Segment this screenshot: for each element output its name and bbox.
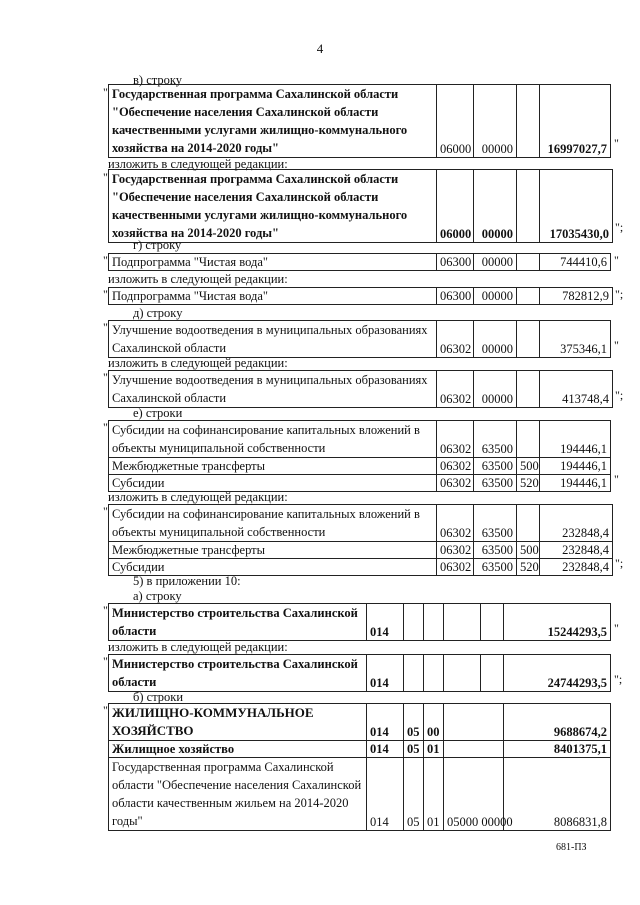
quote-close: "; xyxy=(614,672,623,686)
amount: 194446,1 xyxy=(540,421,611,458)
table-subprogram-new xyxy=(108,287,613,305)
label-g-row: г) строку xyxy=(133,238,182,252)
amount: 375346,1 xyxy=(540,321,611,358)
quote-open: " xyxy=(103,253,108,267)
footer-code: 681-ПЗ xyxy=(556,842,587,853)
table-row xyxy=(109,254,611,271)
label-v-row: в) строку xyxy=(133,73,182,87)
subsection-code: 00 xyxy=(424,704,444,741)
row-name: Субсидии на софинансирование капитальных вложений в объекты муниципальной собственности xyxy=(109,421,437,458)
code-3 xyxy=(517,371,540,408)
code-3 xyxy=(517,321,540,358)
amount: 413748,4 xyxy=(540,371,613,408)
table-program-old xyxy=(108,84,611,158)
row-name: Субсидии xyxy=(109,559,437,576)
subsection-code: 01 xyxy=(424,741,444,758)
code-1: 06302 xyxy=(437,458,474,475)
code-3 xyxy=(517,421,540,458)
amount: 194446,1 xyxy=(540,458,611,475)
quote-close: " xyxy=(614,472,619,486)
ministry-code: 014 xyxy=(367,741,404,758)
code-2: 00000 xyxy=(474,288,517,305)
target-code: 05000 00000 xyxy=(444,758,504,831)
table-subsidies-old xyxy=(108,420,611,492)
table-program-new xyxy=(108,169,613,243)
label-appendix-10: 5) в приложении 10: xyxy=(133,574,241,588)
subsection-code: 01 xyxy=(424,758,444,831)
row-name: Министерство строительства Сахалинской области xyxy=(109,604,367,641)
target-code xyxy=(444,741,504,758)
code-1: 06302 xyxy=(437,421,474,458)
table-row xyxy=(109,371,613,408)
row-name: Улучшение водоотведения в муниципальных образованиях Сахалинской области xyxy=(109,371,437,408)
row-name: ЖИЛИЩНО-КОММУНАЛЬНОЕ ХОЗЯЙСТВО xyxy=(109,704,367,741)
code-2: 63500 xyxy=(474,458,517,475)
table-row xyxy=(109,321,611,358)
code-1: 06000 xyxy=(437,85,474,158)
quote-open: " xyxy=(103,320,108,334)
code-3 xyxy=(517,254,540,271)
label-b-rows: б) строки xyxy=(133,690,184,704)
code-2: 00000 xyxy=(474,321,517,358)
row-name: Улучшение водоотведения в муниципальных образованиях Сахалинской области xyxy=(109,321,437,358)
table-row xyxy=(109,85,611,158)
code-1: 06302 xyxy=(437,321,474,358)
table-ministry-new xyxy=(108,654,611,692)
quote-open: " xyxy=(103,170,108,184)
table-row xyxy=(109,421,611,458)
quote-close: "; xyxy=(615,388,624,402)
quote-open: " xyxy=(103,603,108,617)
table-row xyxy=(109,604,611,641)
ministry-code: 014 xyxy=(367,655,404,692)
label-replace: изложить в следующей редакции: xyxy=(108,640,288,654)
quote-open: " xyxy=(103,85,108,99)
code-2: 63500 xyxy=(474,421,517,458)
quote-open: " xyxy=(103,504,108,518)
section-code: 05 xyxy=(404,704,424,741)
code-2: 00000 xyxy=(474,371,517,408)
code-1: 06302 xyxy=(437,475,474,492)
row-name: Государственная программа Сахалинской области "Обеспечение населения Сахалинской области качественными услугами жилищно-коммунального хозяйства на 2014-2020 годы" xyxy=(109,85,437,158)
table-row xyxy=(109,559,613,576)
code-2: 00000 xyxy=(474,170,517,243)
table-row xyxy=(109,288,613,305)
table-row xyxy=(109,542,613,559)
code-1: 06302 xyxy=(437,505,474,542)
table-row xyxy=(109,704,611,741)
code-2: 63500 xyxy=(474,505,517,542)
table-sewer-old xyxy=(108,320,611,358)
code-3 xyxy=(517,288,540,305)
quote-open: " xyxy=(103,370,108,384)
section-code: 05 xyxy=(404,741,424,758)
row-name: Субсидии на софинансирование капитальных вложений в объекты муниципальной собственности xyxy=(109,505,437,542)
amount: 24744293,5 xyxy=(504,655,611,692)
page-number: 4 xyxy=(316,41,324,56)
amount: 8086831,8 xyxy=(504,758,611,831)
table-housing xyxy=(108,703,611,831)
code-2: 63500 xyxy=(474,559,517,576)
quote-close: "; xyxy=(615,220,624,234)
row-name: Межбюджетные трансферты xyxy=(109,542,437,559)
quote-close: " xyxy=(614,338,619,352)
row-name: Межбюджетные трансферты xyxy=(109,458,437,475)
code-2: 00000 xyxy=(474,85,517,158)
code-3 xyxy=(517,170,540,243)
table-subprogram-old xyxy=(108,253,611,271)
code-1: 06300 xyxy=(437,288,474,305)
code-3: 520 xyxy=(517,475,540,492)
amount: 232848,4 xyxy=(540,542,613,559)
row-name: Подпрограмма "Чистая вода" xyxy=(109,254,437,271)
amount: 744410,6 xyxy=(540,254,611,271)
table-ministry-old xyxy=(108,603,611,641)
table-row xyxy=(109,458,611,475)
ministry-code: 014 xyxy=(367,758,404,831)
label-replace: изложить в следующей редакции: xyxy=(108,356,288,370)
amount: 8401375,1 xyxy=(504,741,611,758)
table-row xyxy=(109,741,611,758)
table-sewer-new xyxy=(108,370,613,408)
table-row xyxy=(109,505,613,542)
quote-open: " xyxy=(103,703,108,717)
section-code: 05 xyxy=(404,758,424,831)
ministry-code: 014 xyxy=(367,704,404,741)
quote-close: " xyxy=(614,253,619,267)
amount: 232848,4 xyxy=(540,559,613,576)
code-1: 06302 xyxy=(437,371,474,408)
quote-close: " xyxy=(614,621,619,635)
amount: 194446,1 xyxy=(540,475,611,492)
row-name: Жилищное хозяйство xyxy=(109,741,367,758)
amount: 17035430,0 xyxy=(540,170,613,243)
code-1: 06302 xyxy=(437,559,474,576)
label-replace: изложить в следующей редакции: xyxy=(108,272,288,286)
row-name: Подпрограмма "Чистая вода" xyxy=(109,288,437,305)
code-3: 520 xyxy=(517,559,540,576)
code-3 xyxy=(517,505,540,542)
quote-close: "; xyxy=(615,556,624,570)
code-1: 06000 xyxy=(437,170,474,243)
table-subsidies-new xyxy=(108,504,613,576)
table-row xyxy=(109,655,611,692)
amount: 232848,4 xyxy=(540,505,613,542)
label-d-row: д) строку xyxy=(133,306,183,320)
label-a-row: а) строку xyxy=(133,589,182,603)
row-name: Субсидии xyxy=(109,475,437,492)
quote-open: " xyxy=(103,287,108,301)
code-2: 63500 xyxy=(474,542,517,559)
code-3: 500 xyxy=(517,542,540,559)
code-3 xyxy=(517,85,540,158)
amount: 15244293,5 xyxy=(504,604,611,641)
table-row xyxy=(109,475,611,492)
target-code xyxy=(444,704,504,741)
code-1: 06300 xyxy=(437,254,474,271)
quote-open: " xyxy=(103,420,108,434)
row-name: Государственная программа Сахалинской области "Обеспечение населения Сахалинской области качественным жильем на 2014-2020 годы" xyxy=(109,758,367,831)
code-2: 63500 xyxy=(474,475,517,492)
amount: 9688674,2 xyxy=(504,704,611,741)
code-2: 00000 xyxy=(474,254,517,271)
code-3: 500 xyxy=(517,458,540,475)
quote-close: "; xyxy=(615,287,624,301)
label-replace: изложить в следующей редакции: xyxy=(108,490,288,504)
table-row xyxy=(109,170,613,243)
code-1: 06302 xyxy=(437,542,474,559)
ministry-code: 014 xyxy=(367,604,404,641)
label-e-rows: е) строки xyxy=(133,406,183,420)
quote-close: " xyxy=(614,136,619,150)
label-replace: изложить в следующей редакции: xyxy=(108,157,288,171)
quote-open: " xyxy=(103,654,108,668)
row-name: Министерство строительства Сахалинской области xyxy=(109,655,367,692)
table-row xyxy=(109,758,611,831)
amount: 16997027,7 xyxy=(540,85,611,158)
row-name: Государственная программа Сахалинской области "Обеспечение населения Сахалинской области качественными услугами жилищно-коммунального хозяйства на 2014-2020 годы" xyxy=(109,170,437,243)
amount: 782812,9 xyxy=(540,288,613,305)
